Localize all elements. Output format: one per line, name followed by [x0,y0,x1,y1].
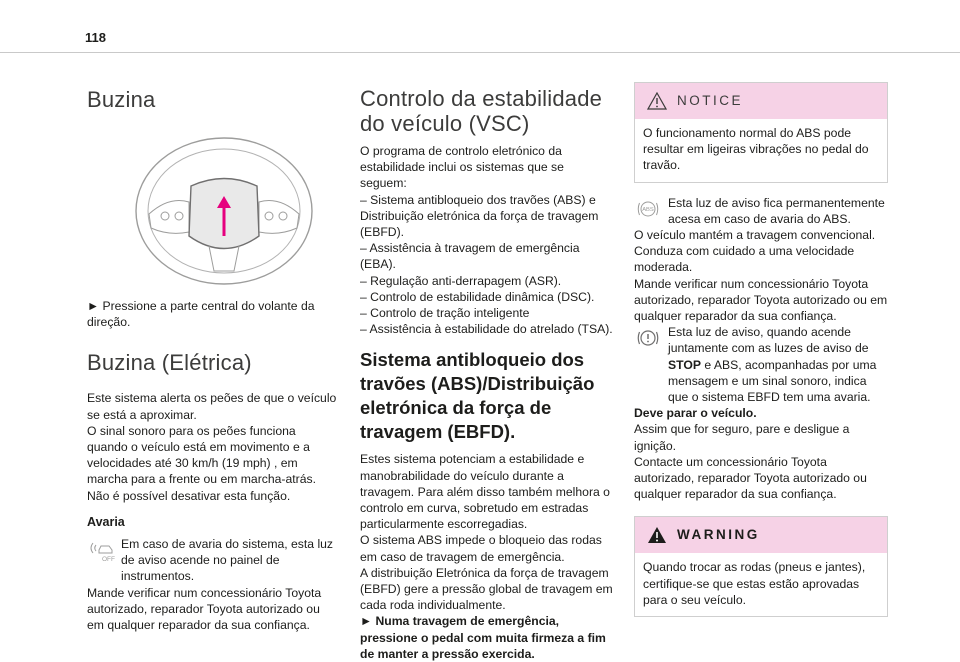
brake-warning-block [634,324,888,405]
para-3: Não é possível desativar esta função. [87,488,291,503]
abs-bold-instruction [360,613,614,662]
heading-avaria: Avaria [87,514,125,529]
avaria-text: Em caso de avaria do sistema, esta luz de aviso acende no painel de instrumentos. [121,537,334,584]
heading-buzina: Buzina [87,87,156,112]
abs-icon-label: ABS [642,206,654,213]
notice-text: O funcionamento normal do ABS pode resultar em ligeiras vibrações no pedal do travão. [643,126,869,173]
abs-para-3: A distribuição Eletrónica da força de travagem (EBFD) gere a pressão global de travagem em cada roda individualmente. [360,565,613,613]
vsc-list-item-2: – Assistência à travagem de emergência (EBA). [360,241,580,272]
vsc-list-item-4: – Controlo de estabilidade dinâmica (DSC). [360,289,595,304]
brake-warning-text [668,324,888,405]
col3-para-4: Assim que for seguro, pare e desligue a ignição. [634,422,850,453]
col3-para-5: Contacte um concessionário Toyota autorizado, reparador Toyota autorizado ou qualquer reparador da sua confiança. [634,454,867,502]
heading-abs: Sistema antibloqueio dos travões (ABS)/Distribuição eletrónica da força de travagem (EBFD). [360,349,595,443]
col3-para-2: Conduza com cuidado a uma velocidade moderada. [634,244,855,275]
warning-label: WARNING [677,527,760,543]
col3-para-3: Mande verificar num concessionário Toyota autorizado, reparador Toyota autorizado ou em qualquer reparador da sua confiança. [634,276,888,324]
warning-box [634,516,888,617]
warning-header [635,517,887,553]
top-rule [0,52,960,53]
press-instruction: ► Pressione a parte central do volante da direção. [87,299,315,330]
warning-text: Quando trocar as rodas (pneus e jantes), certifique-se que estas estão aprovadas para o seu veículo. [643,560,866,607]
abs-para-2: O sistema ABS impede o bloqueio das rodas em caso de travagem de emergência. [360,533,602,564]
column-2 [360,82,614,662]
notice-header [635,83,887,119]
bold-stop [634,405,888,421]
pedestrian-alert-off-icon [87,536,115,564]
brake-warning-icon [634,324,662,352]
brake-warning-pre: Esta luz de aviso, quando acende juntamente com as luzes de aviso de [668,325,869,356]
vsc-intro: O programa de controlo eletrónico da estabilidade inclui os sistemas que se seguem: [360,144,564,191]
para-2: O sinal sonoro para os peões funciona quando o veículo está em movimento e a velocidades até 30 km/h (19 mph) , em marcha para a frente ou em marcha-atrás. [87,423,316,487]
abs-warning-text: Esta luz de aviso fica permanentemente acesa em caso de avaria do ABS. [668,195,885,226]
abs-para-1: Estes sistema potenciam a estabilidade e manobrabilidade do veículo durante a travagem. Para além disso também melhora o controlo em curva, sobretudo em estradas particularmente escorregadias. [360,452,610,532]
page-number: 118 [85,30,106,45]
vsc-list-item-1: – Sistema antibloqueio dos travões (ABS) e Distribuição eletrónica da força de travagem (EBFD). [360,192,599,240]
heading-buzina-eletrica: Buzina (Elétrica) [87,350,252,376]
brake-warning-stop: STOP [668,357,701,372]
warning-triangle-filled-icon [647,526,667,544]
vsc-list-item-5: – Controlo de tração inteligente [360,306,530,321]
notice-label: NOTICE [677,92,744,108]
para-4: Mande verificar num concessionário Toyota autorizado, reparador Toyota autorizado ou em qualquer reparador da sua confiança. [87,585,322,633]
avaria-block [87,536,339,585]
steering-wheel-illustration [129,136,319,286]
column-1 [87,82,339,633]
bold-stop-text: Deve parar o veículo. [634,406,757,421]
notice-box [634,82,888,183]
heading-vsc: Controlo da estabilidade do veículo (VSC) [360,86,603,136]
abs-bold-instruction-text: ► Numa travagem de emergência, pressione o pedal com muita firmeza a fim de manter a pressão exercida. [360,614,606,661]
warning-triangle-icon [647,92,667,110]
abs-warning-icon [634,195,662,223]
abs-warning-block [634,195,888,227]
vsc-list-item-3: – Regulação anti-derrapagem (ASR). [360,273,562,288]
vsc-list-item-6: – Assistência à estabilidade do atrelado (TSA). [360,322,613,337]
para-1: Este sistema alerta os peões de que o veículo se está a aproximar. [87,391,337,422]
brake-warning-post: e ABS, acompanhadas por uma mensagem e um sinal sonoro, indica que o sistema EBFD tem uma avaria. [668,357,877,405]
off-label: OFF [102,556,115,564]
column-3 [634,82,888,617]
col3-para-1: O veículo mantém a travagem convencional. [634,228,876,243]
